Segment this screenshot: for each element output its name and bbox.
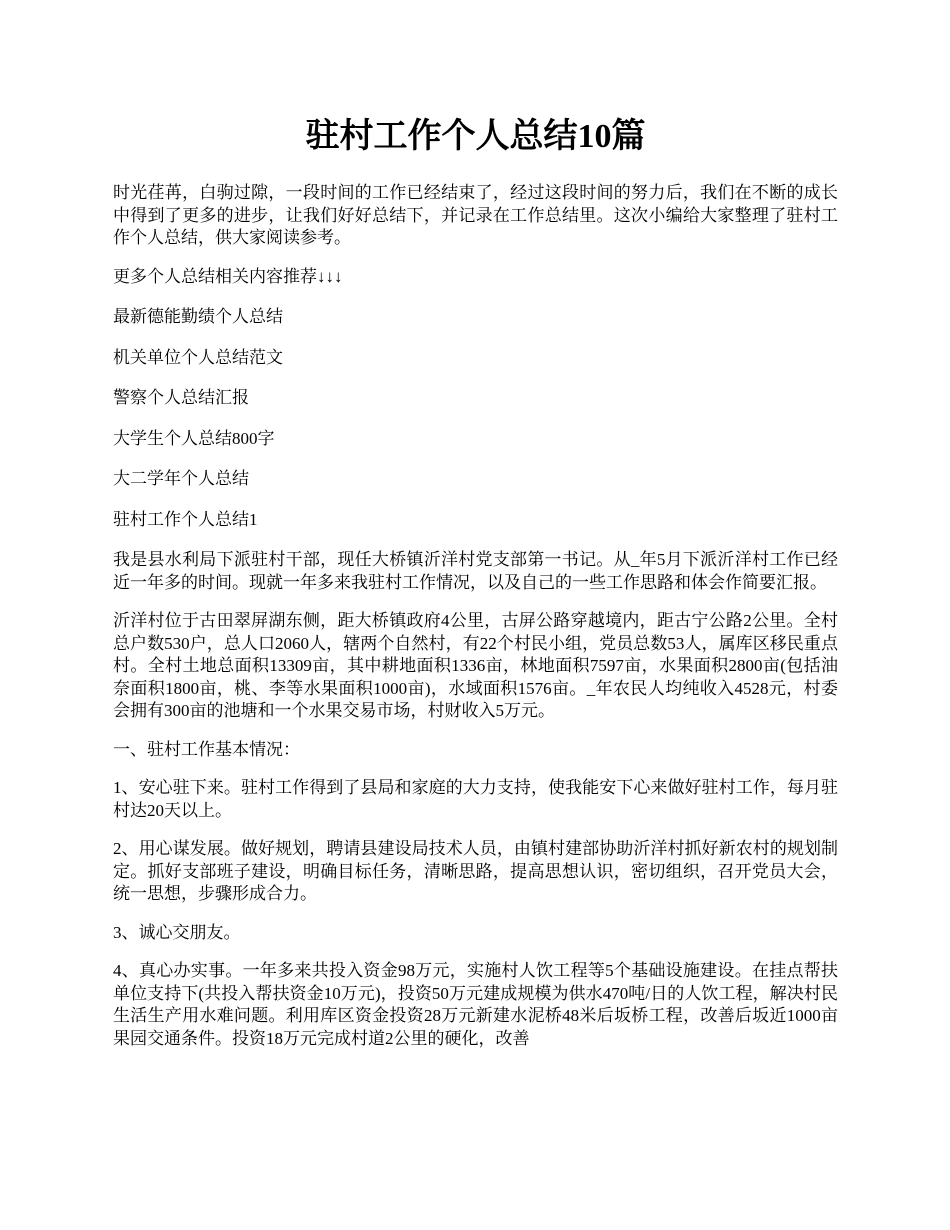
body-paragraph-1: 我是县水利局下派驻村干部，现任大桥镇沂洋村党支部第一书记。从_年5月下派沂洋村工作已经近一年多的时间。现就一年多来我驻村工作情况，以及自己的一些工作思路和体会作简要汇报。 (113, 550, 838, 592)
body-heading-basic-situation: 一、驻村工作基本情况： (113, 739, 300, 759)
body-paragraph-item-1: 1、安心驻下来。驻村工作得到了县局和家庭的大力支持，使我能安下心来做好驻村工作，每月驻村达20天以上。 (113, 778, 838, 820)
recommend-link-3[interactable]: 警察个人总结汇报 (113, 388, 249, 407)
body-paragraph-item-3: 3、诚心交朋友。 (113, 922, 241, 942)
body-paragraph-item-2: 2、用心谋发展。做好规划，聘请县建设局技术人员，由镇村建部协助沂洋村抓好新农村的规划制定。抓好支部班子建设，明确目标任务，清晰思路，提高思想认识，密切组织，召开党员大会，统一思想，步骤形成合力。 (113, 839, 838, 903)
document-title: 驻村工作个人总结10篇 (305, 118, 646, 155)
recommend-link-4[interactable]: 大学生个人总结800字 (113, 428, 275, 448)
recommend-link-2[interactable]: 机关单位个人总结范文 (113, 347, 283, 367)
recommend-link-1[interactable]: 最新德能勤绩个人总结 (113, 307, 283, 326)
body-paragraph-item-4: 4、真心办实事。一年多来共投入资金98万元，实施村人饮工程等5个基础设施建设。在挂点帮扶单位支持下(共投入帮扶资金10万元)，投资50万元建成规模为供水470吨/日的人饮工程，解决村民生活生产用水难问题。利用库区资金投资28万元新建水泥桥48米后坂桥工程，改善后坂近1000亩果园交通条件。投资18万元完成村道2公里的硬化，改善 (113, 961, 838, 1048)
recommend-heading: 更多个人总结相关内容推荐↓↓↓ (113, 266, 343, 286)
intro-paragraph: 时光荏苒，白驹过隙，一段时间的工作已经结束了，经过这段时间的努力后，我们在不断的成长中得到了更多的进步，让我们好好总结下，并记录在工作总结里。这次小编给大家整理了驻村工作个人总结，供大家阅读参考。 (113, 183, 838, 247)
body-paragraph-2: 沂洋村位于古田翠屏湖东侧，距大桥镇政府4公里，古屏公路穿越境内，距古宁公路2公里。全村总户数530户，总人口2060人，辖两个自然村，有22个村民小组，党员总数53人，属库区移民重点村。全村土地总面积13309亩，其中耕地面积1336亩，林地面积7597亩，水果面积2800亩(包括油奈面积1800亩，桃、李等水果面积1000亩)，水域面积1576亩。_年农民人均纯收入4528元，村委会拥有300亩的池塘和一个水果交易市场，村财收入5万元。 (113, 611, 838, 720)
recommend-link-5[interactable]: 大二学年个人总结 (113, 469, 249, 488)
document-body (113, 182, 838, 1050)
section-title: 驻村工作个人总结1 (113, 509, 258, 529)
